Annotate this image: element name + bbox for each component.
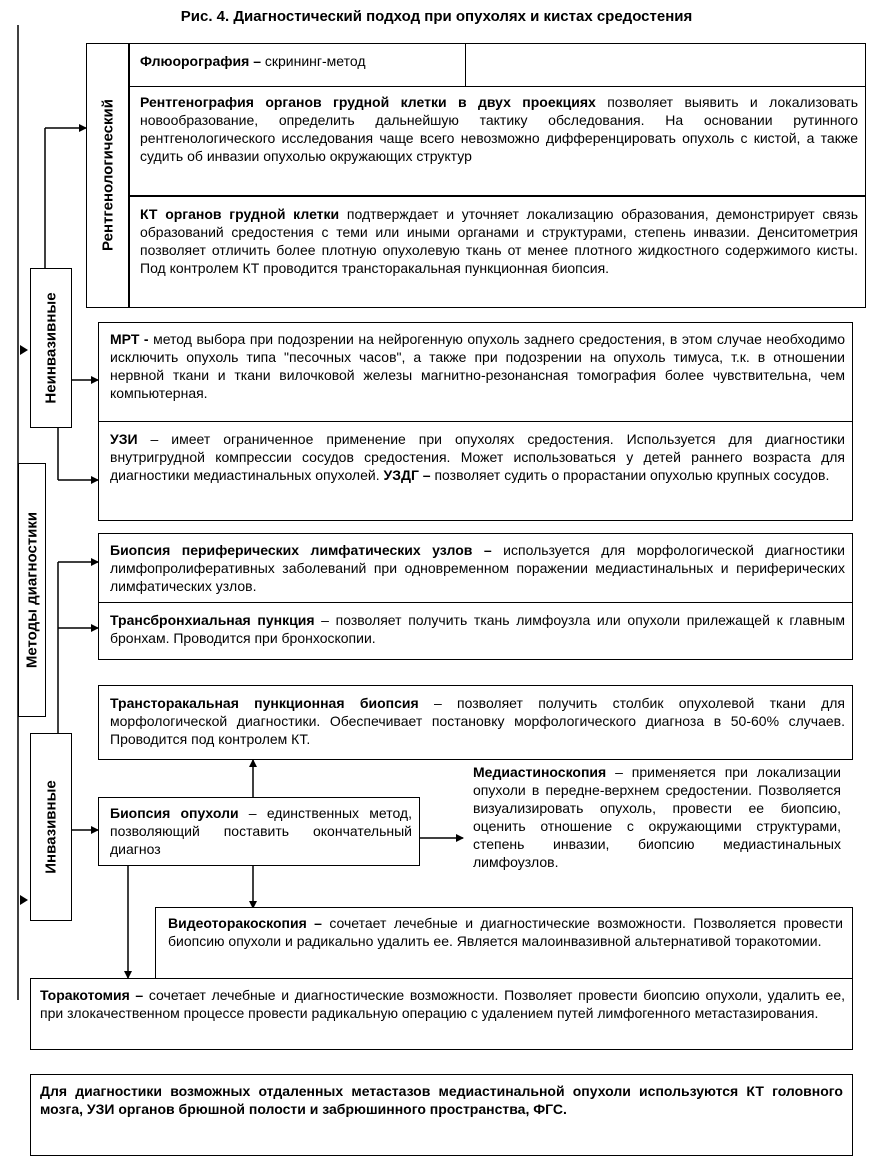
ct-text: КТ органов грудной клетки подтверждает и уточняет локализацию образования, демонстрирует связь образований средостения с теми или иными органами и структурами, степень инвазии. Денситометрия позволяет отличить более плотную опухолевую ткань от менее плотного жидкостного содержимого кисты. Под контролем КТ проводится трансторакальная пункционная биопсия. (140, 206, 858, 276)
mri-text: МРТ - метод выбора при подозрении на нейрогенную опухоль заднего средостения, в этом случае необходимо исключить опухоль типа "песочных часов", а также при подозрении на опухоль тимуса, т.к. в отношении нервной ткани и ткани вилочковой железы магнитно-резонансная томография более чувствительна, чем компьютерная. (110, 331, 846, 401)
tumor-biopsy-text: Биопсия опухоли – единственных метод, позволяющий поставить окончательный диагноз (110, 805, 412, 857)
fluorography-text: Флюорография – скрининг-метод (140, 53, 366, 69)
transthoracic-text: Трансторакальная пункционная биопсия – позволяет получить столбик опухолевой ткани для морфологической диагностики. Обеспечивает постановку морфологического диагноза в 50-60% случаев. Проводится под контролем КТ. (110, 695, 845, 747)
lymph-biopsy-text: Биопсия периферических лимфатических узлов – используется для морфологической диагностики лимфопролиферативных заболеваний при одновременном поражении медиастинальных и периферических лимфатических узлов. (110, 542, 845, 594)
final-note-text: Для диагностики возможных отдаленных метастазов медиастинальной опухоли используются КТ головного мозга, УЗИ органов брюшной полости и забрюшинного пространства, ФГС. (40, 1083, 843, 1117)
us-text: УЗИ – имеет ограниченное применение при опухолях средостения. Используется для диагностики внутригрудной компрессии сосудов средостения. Может использоваться у детей раннего возраста для диагностики медиастинальных опухолей. УЗДГ – позволяет судить о прорастании опухолью крупных сосудов. (110, 431, 845, 483)
invasive-label: Инвазивные (42, 780, 60, 874)
figure-title: Рис. 4. Диагностический подход при опухолях и кистах средостения (180, 8, 693, 25)
thoracotomy-text: Торакотомия – сочетает лечебные и диагностические возможности. Позволяет провести биопсию опухоли, удалить ее, при злокачественном процессе провести радикальную операцию с удалением путей лимфогенного метастазирования. (40, 987, 845, 1021)
xray-text: Рентгенография органов грудной клетки в двух проекциях позволяет выявить и локализовать новообразование, определить дальнейшую тактику обследования. На основании рутинного рентгенологического исследования чаще всего невозможно дифференцировать опухоль с кистой, а также судить об инвазии опухолью окружающих структур (140, 94, 858, 164)
transbronchial-text: Трансбронхиальная пункция – позволяет получить ткань лимфоузла или опухоли прилежащей к главным бронхам. Проводится при бронхоскопии. (110, 612, 845, 646)
radiologic-label: Рентгенологический (99, 99, 117, 251)
methods-label: Методы диагностики (23, 511, 41, 669)
vats-text: Видеоторакоскопия – сочетает лечебные и диагностические возможности. Позволяется провести биопсию опухоли и радикально удалить ее. Является малоинвазивной альтернативой торакотомии. (168, 915, 844, 949)
mediastinoscopy-text: Медиастиноскопия – применяется при локализации опухоли в передне-верхнем средостении. Позволяется визуализировать опухоль, провести ее биопсию, оценить отношение с окружающими структурами, степень инвазии, биопсию медиастинальных лимфоузлов. (473, 764, 841, 870)
noninvasive-label: Неинвазивные (42, 292, 60, 404)
